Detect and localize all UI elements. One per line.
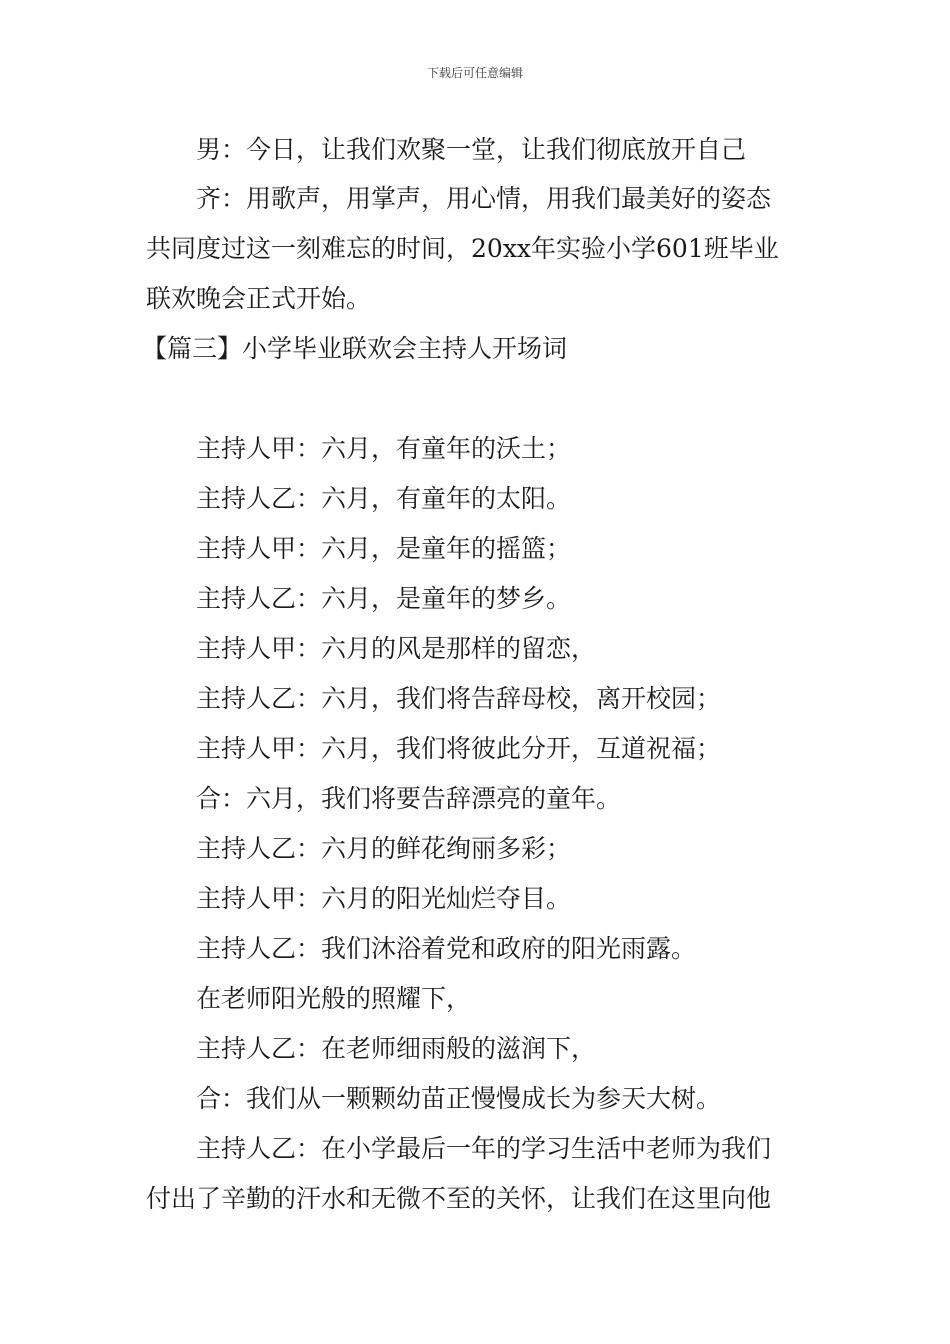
dialogue-line: 主持人乙：六月的鲜花绚丽多彩；	[196, 834, 572, 863]
dialogue-line: 合：六月，我们将要告辞漂亮的童年。	[196, 784, 622, 813]
dialogue-line: 主持人乙：六月，有童年的太阳。	[196, 484, 572, 513]
dialogue-line: 主持人甲：六月，是童年的摇篮；	[196, 534, 572, 563]
intro-line-1: 男：今日，让我们欢聚一堂，让我们彻底放开自己	[196, 135, 747, 164]
intro-line-3: 共同度过这一刻难忘的时间，20xx年实验小学601班毕业	[146, 234, 779, 263]
page-header-note: 下载后可任意编辑	[426, 66, 523, 80]
intro-line-2: 齐：用歌声，用掌声，用心情，用我们最美好的姿态	[196, 184, 772, 213]
dialogue-line: 主持人甲：六月，我们将彼此分开，互道祝福；	[196, 734, 722, 763]
dialogue-line: 主持人甲：六月的风是那样的留恋，	[196, 634, 597, 663]
intro-line-4: 联欢晚会正式开始。	[146, 284, 372, 313]
dialogue-line: 主持人甲：六月的阳光灿烂夺目。	[196, 884, 572, 913]
dialogue-line: 主持人乙：在老师细雨般的滋润下，	[196, 1034, 597, 1063]
document-body	[142, 126, 810, 1224]
closing-line-1: 主持人乙：在小学最后一年的学习生活中老师为我们	[196, 1134, 772, 1163]
dialogue-line: 在老师阳光般的照耀下，	[196, 984, 472, 1013]
blank-line	[146, 374, 810, 424]
dialogue-line: 主持人乙：六月，是童年的梦乡。	[196, 584, 572, 613]
dialogue-line: 主持人乙：我们沐浴着党和政府的阳光雨露。	[196, 934, 697, 963]
dialogue-line: 主持人甲：六月，有童年的沃土；	[196, 434, 572, 463]
section-title: 【篇三】小学毕业联欢会主持人开场词	[142, 334, 568, 363]
dialogue-line: 主持人乙：六月，我们将告辞母校，离开校园；	[196, 684, 722, 713]
dialogue-line: 合：我们从一颗颗幼苗正慢慢成长为参天大树。	[196, 1084, 722, 1113]
closing-line-2: 付出了辛勤的汗水和无微不至的关怀，让我们在这里向他	[146, 1184, 772, 1213]
